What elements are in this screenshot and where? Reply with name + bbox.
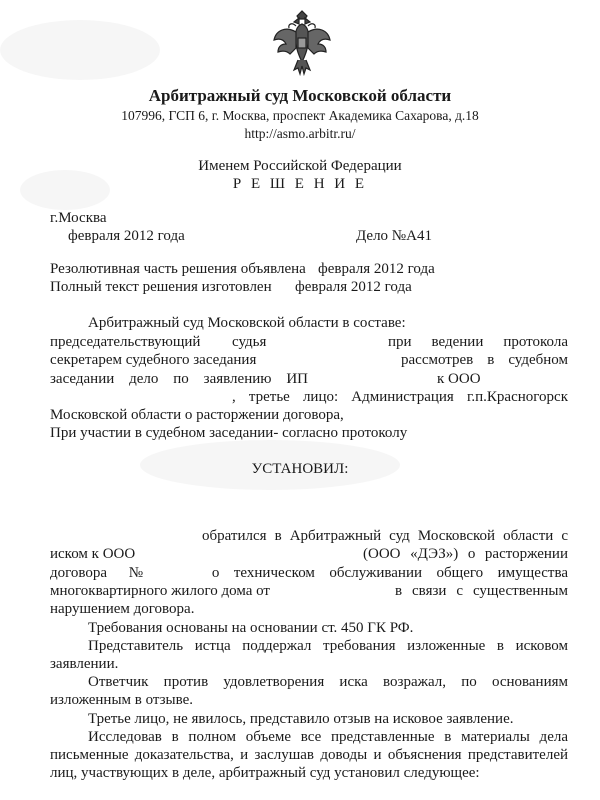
intro-line: рассмотрев в судебном xyxy=(401,352,568,368)
court-address: 107996, ГСП 6, г. Москва, проспект Академика Сахарова, д.18 xyxy=(121,108,479,123)
body-line: изложенным в отзыве. xyxy=(50,692,194,708)
city: г.Москва xyxy=(50,210,107,226)
body-line: многоквартирного жилого дома от xyxy=(50,583,270,599)
full-text-date: февраля 2012 года xyxy=(295,279,412,295)
full-text-label: Полный текст решения изготовлен xyxy=(50,279,272,295)
intro-line: заседании дело по заявлению ИП xyxy=(50,371,308,387)
operative-part-label: Резолютивная часть решения объявлена xyxy=(50,261,306,277)
body-line: Требования основаны на основании ст. 450 ГК РФ. xyxy=(88,620,414,636)
body-line: обратился в Арбитражный суд Московской области с xyxy=(202,528,568,544)
intro-line: судья xyxy=(232,334,267,350)
body-line: договора № о техническом обслуживании общего имущества xyxy=(50,565,568,581)
scan-artifact xyxy=(0,20,160,80)
body-line: заявлении. xyxy=(50,656,119,672)
body-line: письменные доказательства, и заслушав доводы и объяснения представителей xyxy=(50,747,568,763)
body-line: Третье лицо, не явилось, представило отзыв на исковое заявление. xyxy=(88,711,514,727)
intro-line: председательствующий xyxy=(50,334,201,350)
body-line: Представитель истца поддержал требования изложенные в исковом xyxy=(88,638,568,654)
body-line: Ответчик против удовлетворения иска возражал, по основаниям xyxy=(88,674,568,690)
body-line: в связи с существенным xyxy=(395,583,568,599)
court-website: http://asmo.arbitr.ru/ xyxy=(244,126,356,141)
body-line: лиц, участвующих в деле, арбитражный суд установил следующее: xyxy=(50,765,480,781)
body-line: (ООО «ДЭЗ») о расторжении xyxy=(363,546,568,562)
court-name: Арбитражный суд Московской области xyxy=(148,86,452,105)
intro-line: Арбитражный суд Московской области в составе: xyxy=(88,315,406,331)
intro-line: секретарем судебного заседания xyxy=(50,352,257,368)
body-line: Исследовав в полном объеме все представленные в материалы дела xyxy=(88,729,568,745)
on-behalf-heading: Именем Российской Федерации xyxy=(198,158,402,174)
decision-date: февраля 2012 года xyxy=(68,228,185,244)
intro-line: При участии в судебном заседании- согласно протоколу xyxy=(50,425,408,441)
operative-part-date: февраля 2012 года xyxy=(318,261,435,277)
intro-line: при ведении протокола xyxy=(388,334,568,350)
intro-line: , третье лицо: Администрация г.п.Красногорск xyxy=(232,389,568,405)
coat-of-arms-emblem-icon xyxy=(270,8,334,78)
case-number: Дело №А41 xyxy=(356,228,432,244)
intro-line: Московской области о расторжении договора, xyxy=(50,407,344,423)
established-heading: УСТАНОВИЛ: xyxy=(251,461,349,477)
body-line: нарушением договора. xyxy=(50,601,195,617)
decision-heading: Р Е Ш Е Н И Е xyxy=(232,176,368,192)
body-line: иском к ООО xyxy=(50,546,136,562)
intro-line: к ООО xyxy=(437,371,481,387)
